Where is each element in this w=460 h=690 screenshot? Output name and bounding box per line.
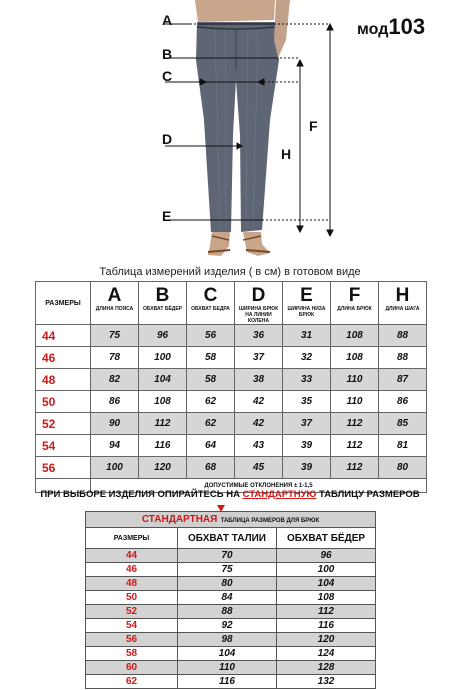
standard-cell: 110 [178,661,277,675]
standard-caption [86,512,376,528]
standard-size-table [85,511,376,689]
measure-cell: 116 [139,435,187,457]
measure-cell: 112 [139,413,187,435]
standard-caption-red: СТАНДАРТНАЯ [141,514,218,525]
measure-cell: 88 [379,325,427,347]
standard-caption-rest: ТАБЛИЦА РАЗМЕРОВ ДЛЯ БРЮК [220,518,320,524]
measure-cell: 96 [139,325,187,347]
header-b: B ОБХВАТ БЁДЕР [139,282,187,325]
standard-size-label: 62 [86,675,178,689]
measure-cell: 100 [139,347,187,369]
standard-cell: 116 [277,619,376,633]
measure-cell: 32 [283,347,331,369]
measure-cell: 86 [91,391,139,413]
measure-cell: 120 [139,457,187,479]
standard-header-row [86,528,376,549]
trousers-body [196,22,279,232]
measure-cell: 68 [187,457,235,479]
measure-cell: 38 [235,369,283,391]
standard-cell: 124 [277,647,376,661]
measure-row [36,435,427,457]
size-label: 50 [36,391,91,413]
standard-size-label: 48 [86,577,178,591]
standard-caption-row [86,512,376,528]
measure-cell: 90 [91,413,139,435]
model-number [357,14,425,40]
header-e: E ШИРИНА НИЗА БРЮК [283,282,331,325]
standard-cell: 120 [277,633,376,647]
header-sizes: РАЗМЕРЫ [36,282,91,325]
size-label: 46 [36,347,91,369]
measure-cell: 35 [283,391,331,413]
standard-cell: 88 [178,605,277,619]
measure-h-arrow [297,60,303,232]
standard-cell: 96 [277,549,376,563]
standard-size-label: 52 [86,605,178,619]
measure-cell: 39 [283,435,331,457]
measure-cell: 43 [235,435,283,457]
size-label: 48 [36,369,91,391]
measure-row [36,325,427,347]
header-d: D ШИРИНА БРЮК НА ЛИНИИ КОЛЕНА [235,282,283,325]
measure-cell: 37 [283,413,331,435]
standard-row [86,577,376,591]
standard-cell: 80 [178,577,277,591]
header-a: A ДЛИНА ПОЯСА [91,282,139,325]
measure-row [36,369,427,391]
standard-row [86,633,376,647]
standard-header-hips: ОБХВАТ БЁДЕР [277,528,376,549]
measure-cell: 31 [283,325,331,347]
standard-row [86,675,376,689]
measure-cell: 108 [331,325,379,347]
standard-cell: 128 [277,661,376,675]
standard-cell: 100 [277,563,376,577]
standard-cell: 70 [178,549,277,563]
measure-cell: 112 [331,435,379,457]
measure-cell: 78 [91,347,139,369]
measure-cell: 42 [235,413,283,435]
size-label: 44 [36,325,91,347]
standard-row [86,605,376,619]
standard-cell: 112 [277,605,376,619]
measure-cell: 56 [187,325,235,347]
measure-cell: 75 [91,325,139,347]
standard-row [86,563,376,577]
measure-cell: 58 [187,347,235,369]
measure-cell: 108 [139,391,187,413]
measure-cell: 108 [331,347,379,369]
note-text-before: ПРИ ВЫБОРЕ ИЗДЕЛИЯ ОПИРАЙТЕСЬ НА [40,489,243,500]
standard-cell: 84 [178,591,277,605]
measure-row [36,457,427,479]
standard-cell: 108 [277,591,376,605]
measure-cell: 37 [235,347,283,369]
standard-row [86,591,376,605]
standard-size-label: 44 [86,549,178,563]
measure-cell: 94 [91,435,139,457]
note-text-after: ТАБЛИЦУ РАЗМЕРОВ [316,489,420,500]
standard-header-waist: ОБХВАТ ТАЛИИ [178,528,277,549]
size-note [0,489,460,500]
letter-d: D [162,131,173,147]
standard-cell: 116 [178,675,277,689]
measure-cell: 112 [331,457,379,479]
measure-cell: 85 [379,413,427,435]
standard-cell: 104 [178,647,277,661]
header-c: C ОБХВАТ БЕДРА [187,282,235,325]
measure-cell: 58 [187,369,235,391]
measure-table [35,281,427,493]
letter-a: A [162,12,173,28]
measure-cell: 104 [139,369,187,391]
measure-cell: 36 [235,325,283,347]
standard-cell: 98 [178,633,277,647]
measure-cell: 80 [379,457,427,479]
measure-cell: 110 [331,369,379,391]
standard-size-label: 46 [86,563,178,577]
measure-cell: 112 [331,413,379,435]
measure-cell: 81 [379,435,427,457]
tolerance-text: ДОПУСТИМЫЕ ОТКЛОНЕНИЯ ± 1-1,5 [91,479,427,493]
torso-skin [195,0,275,22]
measure-cell: 110 [331,391,379,413]
standard-size-label: 50 [86,591,178,605]
standard-cell: 132 [277,675,376,689]
measure-row [36,413,427,435]
standard-row [86,619,376,633]
size-label: 52 [36,413,91,435]
standard-row [86,549,376,563]
standard-row [86,661,376,675]
measure-cell: 39 [283,457,331,479]
model-prefix: мод [357,21,389,38]
letter-f: F [309,118,318,134]
measure-row [36,391,427,413]
arm [274,0,290,58]
measure-table-title: Таблица измерений изделия ( в см) в готовом виде [99,266,361,278]
header-h: H ДЛИНА ШАГА [379,282,427,325]
standard-size-label: 54 [86,619,178,633]
header-f: F ДЛИНА БРЮК [331,282,379,325]
note-highlight: СТАНДАРТНУЮ [242,489,317,500]
size-label: 56 [36,457,91,479]
measure-cell: 87 [379,369,427,391]
measure-cell: 42 [235,391,283,413]
standard-cell: 75 [178,563,277,577]
standard-cell: 92 [178,619,277,633]
letter-e: E [162,208,172,224]
standard-size-label: 58 [86,647,178,661]
standard-size-label: 60 [86,661,178,675]
measure-cell: 82 [91,369,139,391]
standard-row [86,647,376,661]
measure-cell: 88 [379,347,427,369]
size-label: 54 [36,435,91,457]
standard-header-sizes: РАЗМЕРЫ [86,528,178,549]
standard-size-label: 56 [86,633,178,647]
letter-h: H [281,146,292,162]
measure-header-row [36,282,427,325]
measure-cell: 62 [187,413,235,435]
model-code: 103 [388,14,426,39]
measure-cell: 45 [235,457,283,479]
measure-cell: 100 [91,457,139,479]
measure-row [36,347,427,369]
measure-cell: 62 [187,391,235,413]
measure-cell: 86 [379,391,427,413]
measure-f-arrow [327,24,333,236]
letter-b: B [162,46,173,62]
measure-cell: 33 [283,369,331,391]
letter-c: C [162,68,173,84]
measure-cell: 64 [187,435,235,457]
standard-cell: 104 [277,577,376,591]
